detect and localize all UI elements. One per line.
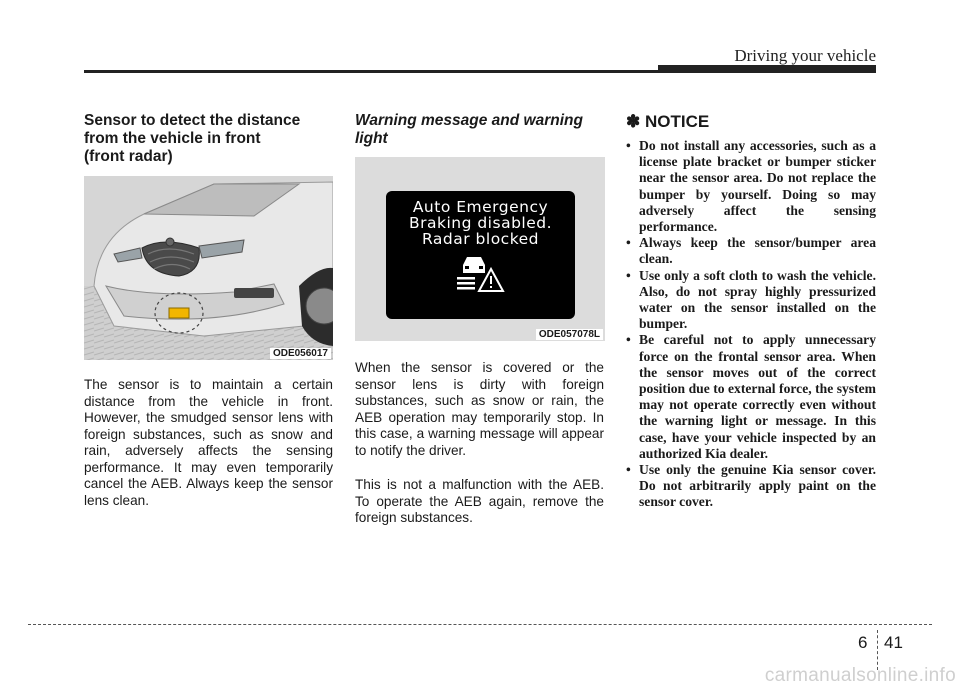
header-rule-accent xyxy=(658,65,876,73)
radar-blocked-warning-icon xyxy=(455,253,507,293)
notice-list xyxy=(626,138,876,511)
sensor-heading-line: from the vehicle in front xyxy=(84,130,261,147)
figure-code: ODE056017 xyxy=(270,348,331,359)
warning-body-text: When the sensor is covered or the sensor lens is dirty with foreign substances, such as snow or rain, the AEB operation may temporarily stop. In this case, a warning message will appear to notify the driver. xyxy=(355,360,604,458)
column-notice xyxy=(626,112,876,511)
column-sensor xyxy=(84,112,334,508)
page-header-title: Driving your vehicle xyxy=(734,46,876,65)
front-radar-figure xyxy=(84,176,333,360)
radar-sensor xyxy=(169,308,189,318)
malfunction-body-text: This is not a malfunction with the AEB. To operate the AEB again, remove the foreign substances. xyxy=(355,477,604,525)
watermark: carmanualsonline.info xyxy=(764,665,956,686)
notice-item: • Always keep the sensor/bumper area clean. xyxy=(626,235,876,267)
notice-item: • Use only the genuine Kia sensor cover. Do not arbitrarily apply paint on the sensor cover. xyxy=(626,462,876,511)
footer-rule xyxy=(28,624,932,625)
warning-display-figure xyxy=(355,157,605,341)
notice-item: • Use only a soft cloth to wash the vehicle. Also, do not spray highly pressurized water on the sensor installed on the bumper. xyxy=(626,268,876,333)
page-number: 41 xyxy=(884,633,903,652)
figure-code: ODE057078L xyxy=(536,329,603,340)
car-front-illustration xyxy=(84,176,333,360)
sensor-body-text: The sensor is to maintain a certain distance from the vehicle in front. However, the smudged sensor lens with foreign substances, such as snow and rain, adversely affects the sensing performance. It may even temporarily cancel the AEB. Always keep the sensor lens clean. xyxy=(84,377,333,508)
display-message-line: Radar blocked xyxy=(421,230,539,248)
sensor-heading-line: Sensor to detect the distance xyxy=(84,112,301,129)
sensor-heading-line: (front radar) xyxy=(84,148,173,165)
notice-title: ✽ NOTICE xyxy=(626,112,710,131)
warning-subheading: Warning message and warning light xyxy=(355,112,583,147)
notice-item: • Do not install any accessories, such as a license plate bracket or bumper sticker near the sensor area. Do not replace the bumper by yourself. Doing so may adversely affect the sensing performance. xyxy=(626,138,876,235)
column-warning xyxy=(355,112,605,525)
footer-divider xyxy=(877,630,878,670)
cluster-display xyxy=(386,191,575,319)
display-message-line: Braking disabled. xyxy=(408,214,553,232)
sensor-heading xyxy=(84,112,334,166)
chapter-number: 6 xyxy=(858,633,868,652)
display-message-line: Auto Emergency xyxy=(412,198,549,216)
notice-item: • Be careful not to apply unnecessary force on the frontal sensor area. When the sensor moves out of the correct position due to external force, the system may not operate correctly even without the warning light or message. In this case, have your vehicle inspected by an authorized Kia dealer. xyxy=(626,332,876,462)
